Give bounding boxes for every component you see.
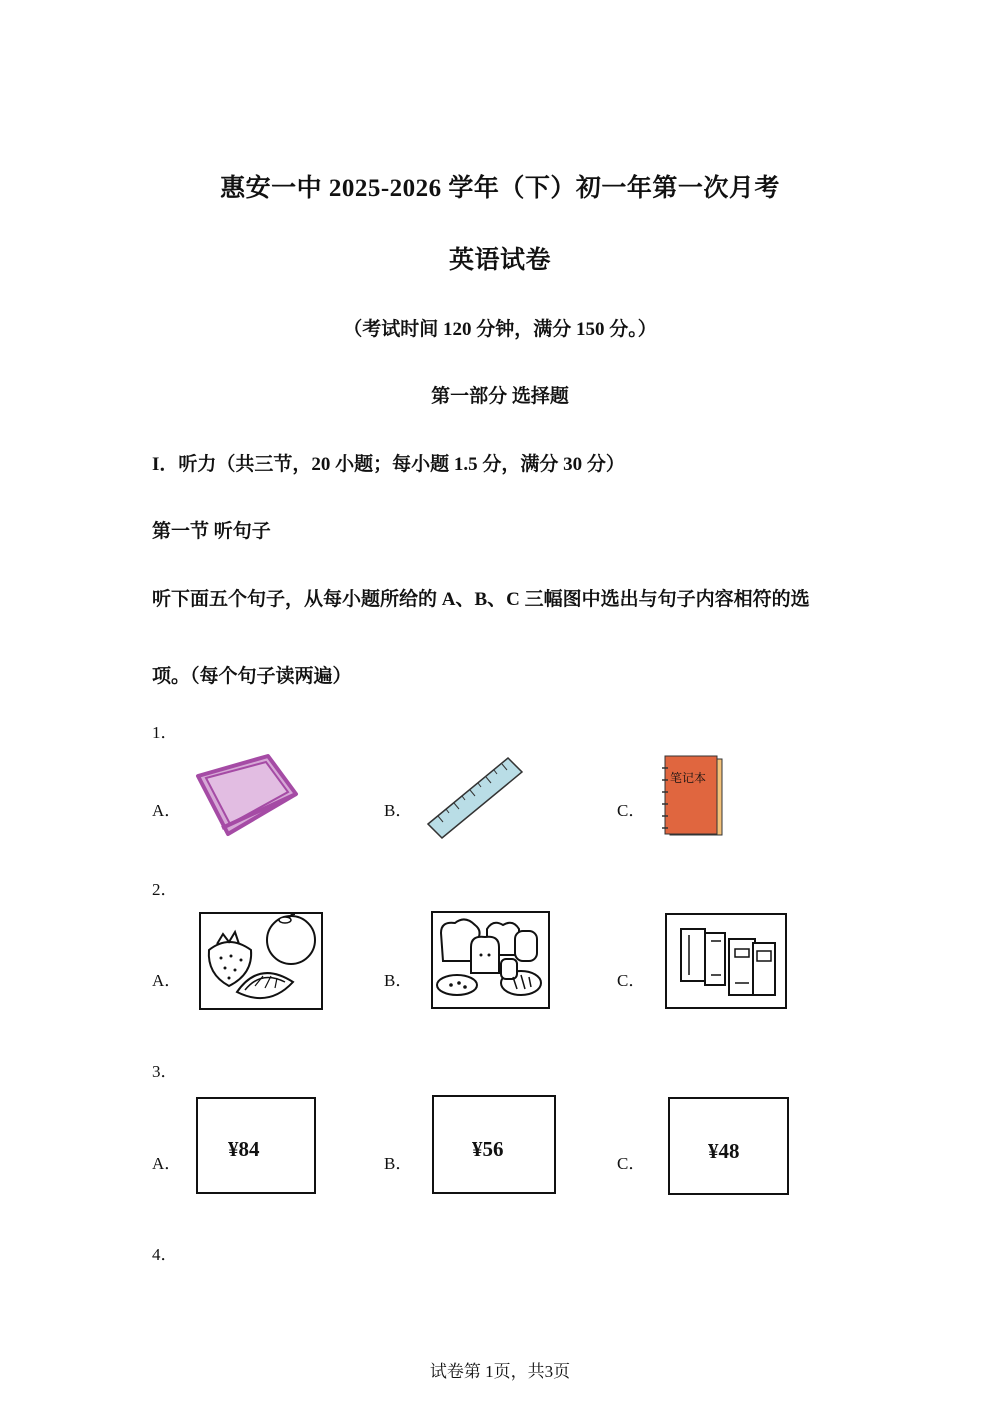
question-number: 1． [152, 723, 178, 742]
exam-title: 惠安一中 2025-2026 学年（下）初一年第一次月考 [220, 175, 780, 202]
price-value: ¥56 [472, 1137, 504, 1161]
instruction-line-1: 听下面五个句子，从每小题所给的 A、B、C 三幅图中选出与句子内容相符的选 [152, 589, 810, 610]
page-footer: 试卷第 1页，共3页 [429, 1362, 571, 1381]
option-label: B． [384, 971, 413, 990]
question-number: 3． [152, 1062, 178, 1081]
price-value: ¥48 [708, 1139, 740, 1163]
option-label: B． [384, 801, 413, 820]
option-label: A． [152, 971, 182, 990]
price-tag-c [668, 1097, 789, 1195]
listening-section-heading: I．听力（共三节，20 小题；每小题 1.5 分，满分 30 分） [152, 454, 625, 475]
exam-subject: 英语试卷 [448, 247, 551, 274]
instruction-line-2: 项。（每个句子读两遍） [152, 666, 352, 687]
books-icon [665, 913, 787, 1014]
question-number: 2． [152, 880, 178, 899]
price-tag-a [196, 1097, 316, 1194]
exam-time-note: （考试时间 120 分钟，满分 150 分。） [343, 319, 657, 340]
option-label: C． [617, 971, 646, 990]
bread-icon [431, 911, 550, 1014]
part-title: 第一部分 选择题 [431, 386, 569, 407]
option-label: A． [152, 1154, 182, 1173]
price-value: ¥84 [228, 1137, 260, 1161]
pencil-case-icon [192, 750, 300, 845]
notebook-icon [660, 754, 726, 843]
question-number: 4． [152, 1245, 178, 1264]
option-label: C． [617, 801, 646, 820]
option-label: B． [384, 1154, 413, 1173]
price-tag-b [432, 1095, 556, 1194]
ruler-icon [424, 752, 528, 847]
option-label: A． [152, 801, 182, 820]
notebook-label: 笔记本 [670, 771, 707, 785]
listening-subsection-heading: 第一节 听句子 [152, 521, 271, 542]
fruit-icon [199, 912, 323, 1015]
option-label: C． [617, 1154, 646, 1173]
